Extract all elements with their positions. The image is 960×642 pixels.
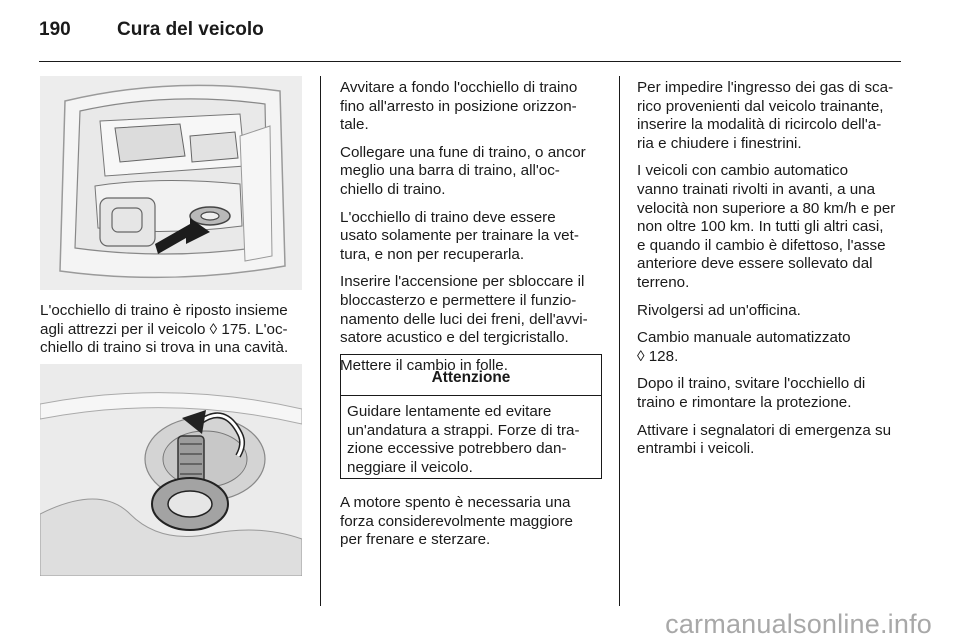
paragraph: Dopo il traino, svitare l'occhiello di traino e rimontare la protezione.: [637, 375, 866, 411]
column-2: [340, 79, 605, 384]
paragraph: Collegare una fune di traino, o ancor meglio una barra di traino, all'oc- chiello di traino.: [340, 143, 586, 198]
column-1: [40, 302, 308, 367]
callout-body: Guidare lentamente ed evitare un'andatura a strappi. Forze di tra- zione eccessive potrebbero dan- neggiare il veicolo.: [347, 403, 580, 476]
column-divider-left: [320, 76, 321, 606]
paragraph: Attivare i segnalatori di emergenza su entrambi i veicoli.: [637, 421, 892, 458]
warning-callout: [340, 354, 602, 479]
header-rule: [39, 61, 901, 62]
paragraph: L'occhiello di traino è riposto insieme agli attrezzi per il veicolo ◊ 175. L'oc- chiello di traino si trova in una cavità.: [40, 302, 289, 357]
page-number: 190: [39, 19, 71, 40]
paragraph: Per impedire l'ingresso dei gas di sca- rico provenienti dal veicolo trainante, inserire la modalità di ricircolo dell'a- ria e chiudere i finestrini.: [637, 79, 894, 152]
figure-tow-eye-installation: [40, 364, 302, 576]
tow-eye-installation-illustration: [40, 364, 302, 576]
paragraph: L'occhiello di traino deve essere usato solamente per trainare la vet- tura, e non per recuperarla.: [340, 208, 579, 263]
figure-tow-eye-stowage: [40, 76, 302, 290]
paragraph: Inserire l'accensione per sbloccare il bloccasterzo e permettere il funzio- namento delle luci dei freni, dell'avvi- satore acustico e del tergicristallo.: [340, 273, 588, 347]
paragraph: Rivolgersi ad un'officina.: [637, 301, 801, 319]
paragraph: I veicoli con cambio automatico vanno trainati rivolti in avanti, a una velocità non superiore a 80 km/h e per non oltre 100 km. In tutti gli altri casi, e quando il cambio è difettoso, l'asse anteriore deve essere sollevato dal terreno.: [637, 162, 896, 291]
tow-eye-stowage-illustration: [40, 76, 302, 290]
callout-rule: [341, 395, 601, 396]
paragraph-after-callout: A motore spento è necessaria una forza considerevolmente maggiore per frenare e sterzare.: [340, 494, 573, 549]
watermark: carmanualsonline.info: [665, 609, 932, 639]
page-title: Cura del veicolo: [117, 19, 264, 40]
paragraph: Avvitare a fondo l'occhiello di traino fino all'arresto in posizione orizzon- tale.: [340, 79, 578, 134]
paragraph: Cambio manuale automatizzato ◊ 128.: [637, 329, 851, 365]
paragraph: Mettere il cambio in folle.: [340, 356, 508, 374]
column-3: [637, 79, 905, 468]
callout-title: Attenzione: [431, 369, 511, 386]
column-divider-right: [619, 76, 620, 606]
